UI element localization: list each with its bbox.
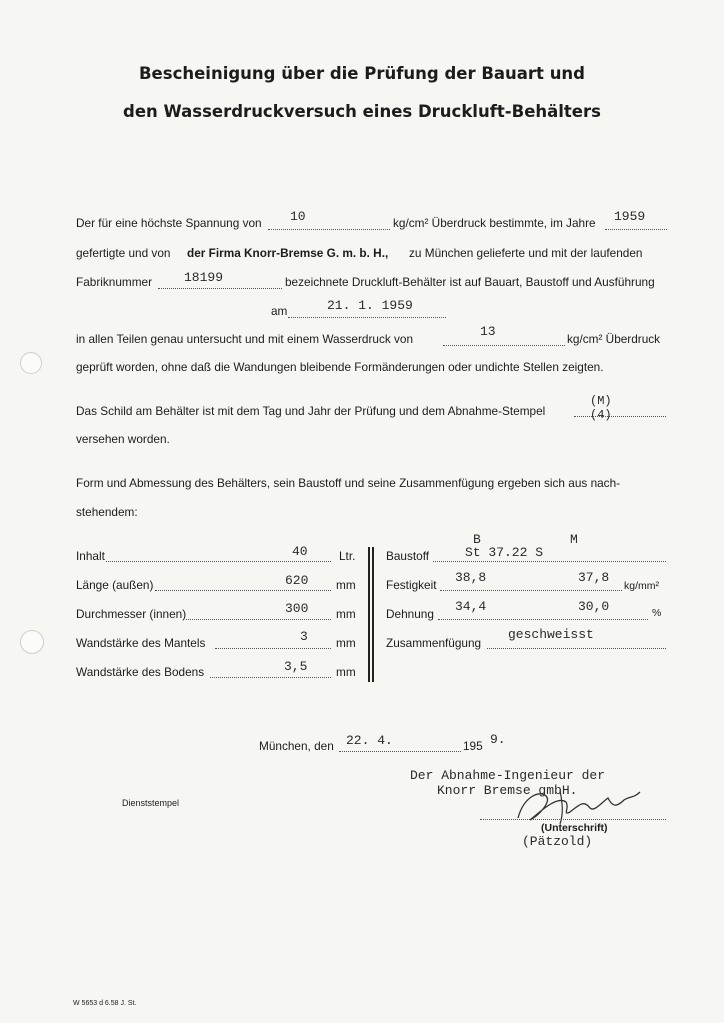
ort-datum-label: München, den <box>259 739 334 753</box>
inhalt-value: 40 <box>292 544 308 559</box>
document-title-line2: den Wasserdruckversuch eines Druckluft-Behälters <box>123 102 601 121</box>
spannung-unit: kg/cm² Überdruck bestimmte, im Jahre <box>393 216 596 230</box>
signature-name: (Pätzold) <box>522 834 593 849</box>
signature-line1: Der Abnahme-Ingenieur der <box>410 768 606 783</box>
wandstaerke-mantel-value: 3 <box>300 629 308 644</box>
spannung-prefix: Der für eine höchste Spannung von <box>76 216 262 230</box>
pruefdatum-label: am <box>271 304 288 318</box>
durchmesser-unit: mm <box>336 607 356 621</box>
document-title-line1: Bescheinigung über die Prüfung der Bauart und <box>138 64 585 83</box>
laenge-label: Länge (außen) <box>76 578 154 592</box>
gefertigte-prefix: gefertigte und von <box>76 246 171 260</box>
wasserdruck-unit: kg/cm² Überdruck <box>567 332 661 346</box>
durchmesser-value: 300 <box>285 601 309 616</box>
wandstaerke-boden-unit: mm <box>336 665 356 679</box>
ort-jahr-suffix: 9. <box>490 732 506 747</box>
punch-hole-bottom <box>20 630 44 654</box>
wandstaerke-mantel-label: Wandstärke des Mantels <box>76 636 206 650</box>
schild-text: Das Schild am Behälter ist mit dem Tag und Jahr der Prüfung und dem Abnahme-Stempel <box>76 404 546 418</box>
table-divider-right <box>372 547 374 682</box>
signature-caption: (Unterschrift) <box>541 822 608 834</box>
laenge-unit: mm <box>336 578 356 592</box>
festigkeit-label: Festigkeit <box>386 578 437 592</box>
signature-line2: Knorr Bremse gmbH. <box>437 783 578 798</box>
laenge-value: 620 <box>285 573 309 588</box>
dehnung-b: 34,4 <box>455 599 487 614</box>
punch-hole-top <box>20 352 42 374</box>
durchmesser-label: Durchmesser (innen) <box>76 607 187 621</box>
spannung-value: 10 <box>290 209 306 224</box>
baustoff-label: Baustoff <box>386 549 430 563</box>
zusammenfuegung-label: Zusammenfügung <box>386 636 482 650</box>
zusammenfuegung-value: geschweisst <box>508 627 594 642</box>
fabriknummer-suffix: bezeichnete Druckluft-Behälter ist auf Bauart, Baustoff und Ausführung <box>285 275 655 289</box>
baujahr-value: 1959 <box>614 209 646 224</box>
form-text-line2: stehendem: <box>76 505 138 519</box>
versehen-text: versehen worden. <box>76 432 170 446</box>
wasserdruck-value: 13 <box>480 324 496 339</box>
stamp-bottom: (4) <box>590 408 612 422</box>
fabriknummer-label: Fabriknummer <box>76 275 153 289</box>
form-text-line1: Form und Abmessung des Behälters, sein Baustoff und seine Zusammenfügung ergeben sich aus nach- <box>76 476 621 490</box>
festigkeit-m: 37,8 <box>578 570 610 585</box>
header-b: B <box>473 532 481 547</box>
wandstaerke-mantel-unit: mm <box>336 636 356 650</box>
pruefdatum-value: 21. 1. 1959 <box>327 298 413 313</box>
firma-name: der Firma Knorr-Bremse G. m. b. H., <box>187 246 389 260</box>
dehnung-label: Dehnung <box>386 607 434 621</box>
geprueft-text: geprüft worden, ohne daß die Wandungen bleibende Formänderungen oder undichte Stellen zeigten. <box>76 360 604 374</box>
header-m: M <box>570 532 578 547</box>
wandstaerke-boden-value: 3,5 <box>284 659 308 674</box>
gefertigte-suffix: zu München gelieferte und mit der laufenden <box>409 246 643 260</box>
festigkeit-unit: kg/mm² <box>624 580 659 592</box>
festigkeit-b: 38,8 <box>455 570 487 585</box>
table-divider-left <box>368 547 370 682</box>
dehnung-unit: % <box>652 607 662 619</box>
form-number: W 5653 d 6.58 J. St. <box>73 1000 137 1007</box>
fabriknummer-value: 18199 <box>184 270 224 285</box>
wasserdruck-prefix: in allen Teilen genau untersucht und mit einem Wasserdruck von <box>76 332 414 346</box>
inhalt-label: Inhalt <box>76 549 105 563</box>
dienststempel-label: Dienststempel <box>122 798 180 808</box>
ort-jahr-prefix: 195 <box>463 739 483 753</box>
dehnung-m: 30,0 <box>578 599 610 614</box>
ort-datum-value: 22. 4. <box>346 733 393 748</box>
baustoff-value: St 37.22 S <box>465 545 544 560</box>
stamp-top: (M) <box>590 394 612 408</box>
wandstaerke-boden-label: Wandstärke des Bodens <box>76 665 205 679</box>
inhalt-unit: Ltr. <box>339 549 356 563</box>
